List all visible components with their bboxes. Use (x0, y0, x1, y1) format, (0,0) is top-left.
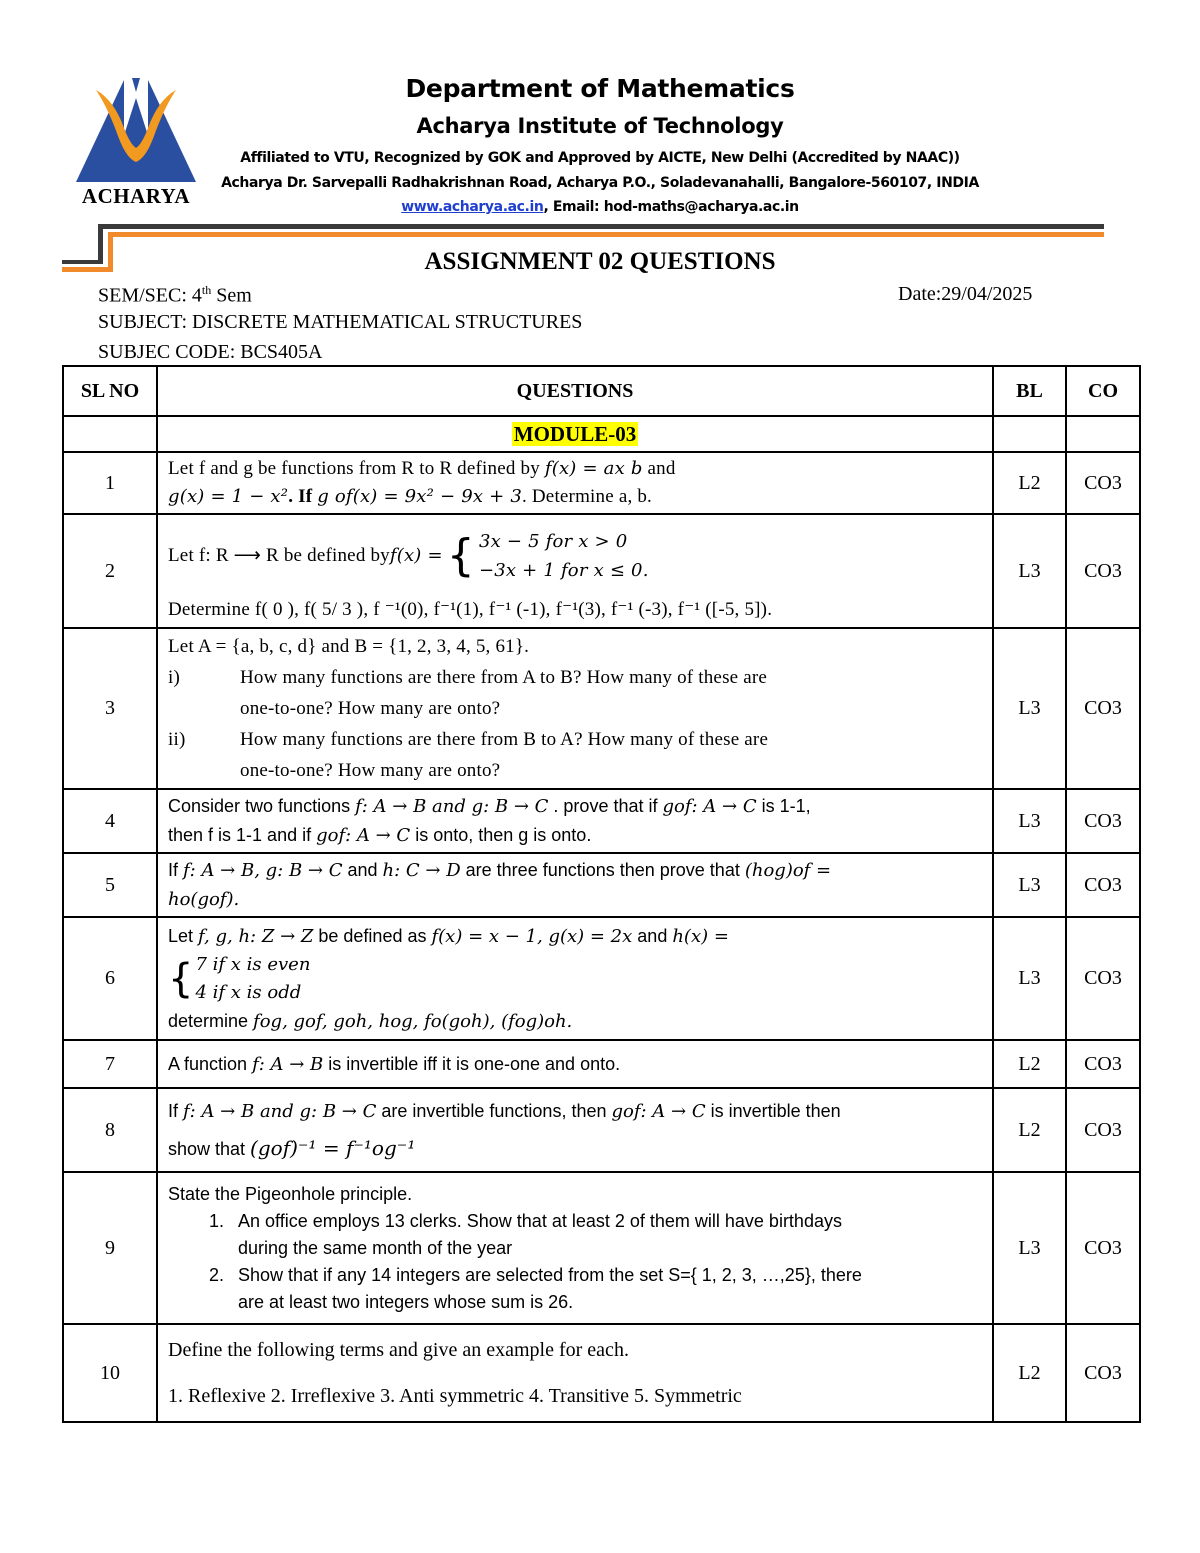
email-text: , Email: hod-maths@acharya.ac.in (543, 199, 799, 215)
question-text: State the Pigeonhole principle. 1. An office employs 13 clerks. Show that at least 2 of them will have birthdays during the same month of the year 2. Show that if any 14 integers are selected from the set S={ 1, 2, 3, …,25}, there are at least two integers whose sum is 26. (157, 1172, 993, 1324)
bloom-level: L2 (993, 1040, 1066, 1088)
question-text: If f: A → B and g: B → C are invertible functions, then gof: A → C is invertible then show that (gof)⁻¹ = f⁻¹og⁻¹ (157, 1088, 993, 1172)
sl-no: 5 (63, 853, 157, 917)
header-questions: QUESTIONS (157, 366, 993, 416)
affiliation-line: Affiliated to VTU, Recognized by GOK and Approved by AICTE, New Delhi (Accredited by NAAC)) (240, 150, 960, 166)
bloom-level: L3 (993, 514, 1066, 628)
sem-sec: SEM/SEC: 4th Sem (98, 283, 252, 307)
course-outcome: CO3 (1066, 514, 1140, 628)
sl-no: 10 (63, 1324, 157, 1422)
sl-no: 6 (63, 917, 157, 1040)
course-outcome: CO3 (1066, 917, 1140, 1040)
subject: SUBJECT: DISCRETE MATHEMATICAL STRUCTURES (98, 311, 583, 333)
questions-table (62, 365, 1141, 1423)
table-row (63, 1088, 1140, 1172)
sl-no: 3 (63, 628, 157, 789)
brace: { (446, 529, 475, 581)
bloom-level: L2 (993, 1324, 1066, 1422)
bloom-level: L2 (993, 1088, 1066, 1172)
sl-no: 8 (63, 1088, 157, 1172)
header-co: CO (1066, 366, 1140, 416)
course-outcome: CO3 (1066, 1324, 1140, 1422)
question-text: If f: A → B, g: B → C and h: C → D are three functions then prove that (hog)of = ho(gof). (157, 853, 993, 917)
course-outcome: CO3 (1066, 1088, 1140, 1172)
bloom-level: L3 (993, 628, 1066, 789)
module-label: MODULE-03 (513, 421, 637, 446)
sl-no: 4 (63, 789, 157, 853)
assignment-title: ASSIGNMENT 02 QUESTIONS (424, 248, 776, 275)
course-outcome: CO3 (1066, 628, 1140, 789)
department-name: Department of Mathematics (405, 74, 795, 103)
table-header-row (63, 366, 1140, 416)
website-link[interactable]: www.acharya.ac.in (401, 199, 544, 215)
table-row (63, 853, 1140, 917)
question-text: Consider two functions f: A → B and g: B → C . prove that if gof: A → C is 1-1, then f is 1-1 and if gof: A → C is onto, then g is onto. (157, 789, 993, 853)
sl-no: 2 (63, 514, 157, 628)
bloom-level: L2 (993, 452, 1066, 514)
question-text: A function f: A → B is invertible iff it is one-one and onto. (157, 1040, 993, 1088)
course-outcome: CO3 (1066, 853, 1140, 917)
bloom-level: L3 (993, 789, 1066, 853)
header-sl-no: SL NO (63, 366, 157, 416)
question-text: Let A = {a, b, c, d} and B = {1, 2, 3, 4, 5, 61}. i) How many functions are there from A to B? How many of these are one-to-one? How many are onto? ii) How many functions are there from B to A? How many of these are one-to-one? How many are onto? (157, 628, 993, 789)
sl-no: 7 (63, 1040, 157, 1088)
bloom-level: L3 (993, 917, 1066, 1040)
institute-name: Acharya Institute of Technology (416, 114, 784, 138)
contact-line (0, 199, 1200, 215)
table-row (63, 628, 1140, 789)
table-row (63, 1040, 1140, 1088)
course-outcome: CO3 (1066, 1172, 1140, 1324)
module-row (63, 416, 1140, 452)
table-row (63, 452, 1140, 514)
date: Date:29/04/2025 (898, 283, 1033, 305)
question-text: Define the following terms and give an example for each. 1. Reflexive 2. Irreflexive 3. Anti symmetric 4. Transitive 5. Symmetric (157, 1324, 993, 1422)
brace: { (168, 955, 194, 1002)
logo-text: ACHARYA (81, 184, 191, 208)
course-outcome: CO3 (1066, 789, 1140, 853)
question-text: Let f and g be functions from R to R defined by f(x) = ax b and g(x) = 1 − x². If g of(x) = 9x² − 9x + 3. Determine a, b. (157, 452, 993, 514)
table-row (63, 917, 1140, 1040)
question-text: Let f, g, h: Z → Z be defined as f(x) = x − 1, g(x) = 2x and h(x) = { 7 if x is even 4 if x is odd determine fog, gof, goh, hog, fo(goh), (fog)oh. (157, 917, 993, 1040)
table-row (63, 514, 1140, 628)
course-outcome: CO3 (1066, 452, 1140, 514)
table-row (63, 789, 1140, 853)
header-bl: BL (993, 366, 1066, 416)
bloom-level: L3 (993, 853, 1066, 917)
sl-no: 9 (63, 1172, 157, 1324)
sl-no: 1 (63, 452, 157, 514)
course-outcome: CO3 (1066, 1040, 1140, 1088)
address-line: Acharya Dr. Sarvepalli Radhakrishnan Road, Acharya P.O., Soladevanahalli, Bangalore-560107, INDIA (221, 175, 979, 191)
bloom-level: L3 (993, 1172, 1066, 1324)
table-row (63, 1172, 1140, 1324)
table-row (63, 1324, 1140, 1422)
question-text: Let f: R ⟶ R be defined by f(x) = { 3x − 5 for x > 0 −3x + 1 for x ≤ 0. Determine f( 0 ), f( 5/ 3 ), f ⁻¹(0), f⁻¹(1), f⁻¹ (-1), f⁻¹(3), f⁻¹ (-3), f⁻¹ ([-5, 5]). (157, 514, 993, 628)
subject-code: SUBJEC CODE: BCS405A (98, 341, 323, 363)
